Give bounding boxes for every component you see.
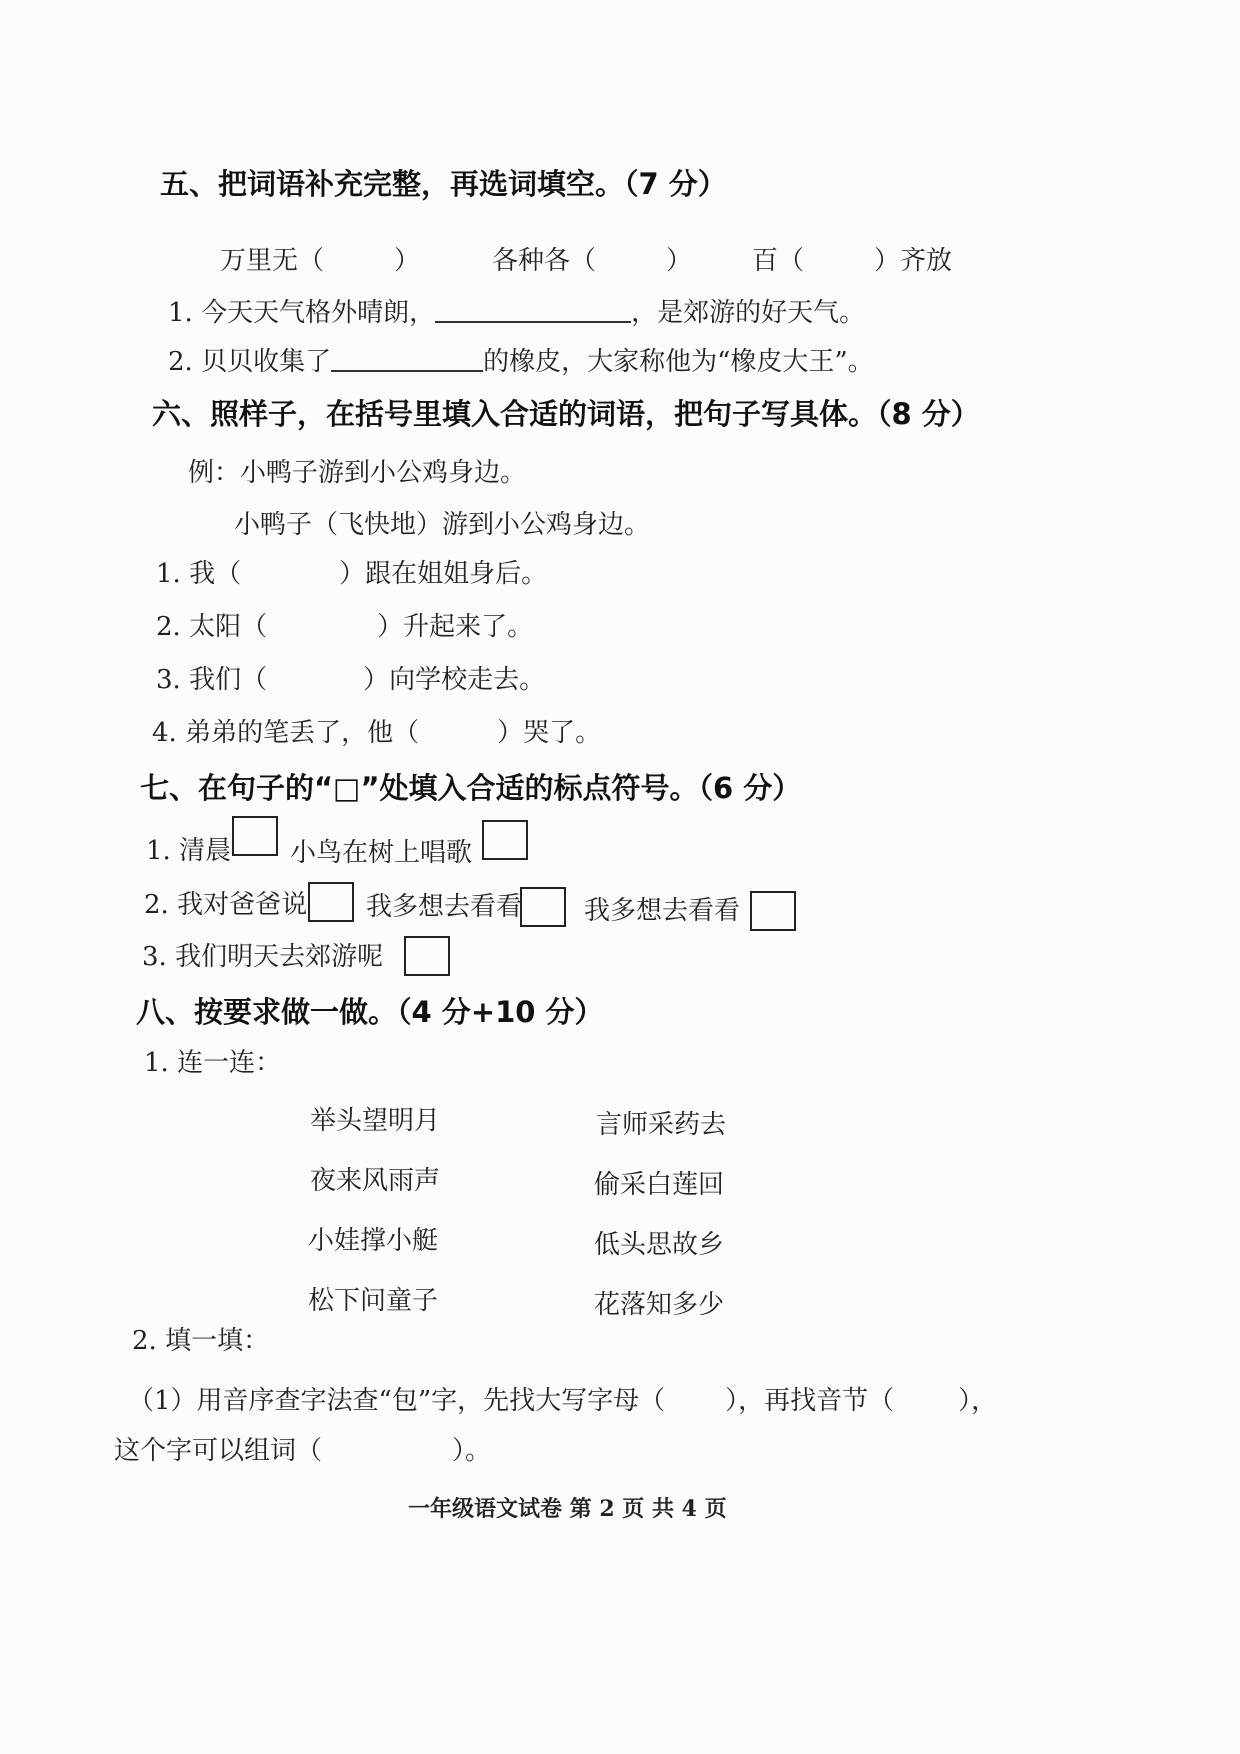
s6-q1-pre: 1. 我（ <box>156 559 242 589</box>
idiom-1-text: 万里无（ <box>220 246 325 276</box>
match-left-2[interactable]: 夜来风雨声 <box>310 1166 441 1196</box>
s6-q3-post: ）向学校走去。 <box>363 665 546 695</box>
s7-q2-text-a: 2. 我对爸爸说 <box>144 890 308 920</box>
s5-question-1 <box>168 292 865 329</box>
s7-q3-box-1[interactable] <box>404 936 450 976</box>
match-right-4[interactable]: 花落知多少 <box>594 1290 725 1320</box>
fill-2-text-b: ）。 <box>452 1436 492 1466</box>
idiom-3 <box>752 240 952 277</box>
idiom-2-close: ） <box>666 246 693 276</box>
s7-q2-text-c: 我多想去看看 <box>584 896 741 926</box>
s6-q4-pre: 4. 弟弟的笔丢了，他（ <box>152 718 420 748</box>
idiom-1 <box>220 240 420 277</box>
s7-q1-box-2[interactable] <box>482 820 528 860</box>
section-5-heading: 五、把词语补充完整，再选词填空。（7 分） <box>160 167 727 201</box>
fill-1-text-b: ），再找音节（ <box>725 1386 895 1416</box>
match-left-1[interactable]: 举头望明月 <box>310 1106 441 1136</box>
idiom-2-text: 各种各（ <box>492 246 597 276</box>
fill-2-text-a: 这个字可以组词（ <box>114 1436 323 1466</box>
s6-question-2 <box>156 606 533 643</box>
s6-example-1: 例：小鸭子游到小公鸡身边。 <box>188 458 527 488</box>
s8-fill-line-1 <box>128 1380 997 1417</box>
s5-question-2 <box>168 341 874 378</box>
s6-example-2: 小鸭子（飞快地）游到小公鸡身边。 <box>234 510 651 540</box>
s6-question-4 <box>152 712 601 749</box>
s8-sub-1: 1. 连一连： <box>144 1048 282 1078</box>
s7-q2-text-b: 我多想去看看 <box>366 892 523 922</box>
s5-q2-post: 的橡皮，大家称他为“橡皮大王”。 <box>483 347 874 377</box>
match-right-3[interactable]: 低头思故乡 <box>594 1230 725 1260</box>
match-left-3[interactable]: 小娃撑小艇 <box>308 1226 439 1256</box>
s7-q1-text-a: 1. 清晨 <box>146 836 232 866</box>
idiom-3-close: ）齐放 <box>874 246 953 276</box>
match-right-1[interactable]: 言师采药去 <box>596 1110 727 1140</box>
idiom-3-text: 百（ <box>752 246 805 276</box>
s7-q2-box-3[interactable] <box>750 891 796 931</box>
s6-q2-post: ）升起来了。 <box>377 612 534 642</box>
s6-q3-pre: 3. 我们（ <box>156 665 268 695</box>
section-7-heading: 七、在句子的“□”处填入合适的标点符号。（6 分） <box>140 771 802 805</box>
match-right-2[interactable]: 偷采白莲回 <box>594 1170 725 1200</box>
s6-question-3 <box>156 659 545 696</box>
s6-q4-post: ）哭了。 <box>497 718 602 748</box>
s8-sub-2: 2. 填一填： <box>132 1326 270 1356</box>
fill-1-text-a: （1）用音序查字法查“包”字，先找大写字母（ <box>128 1386 666 1416</box>
s7-q2-box-1[interactable] <box>308 882 354 922</box>
section-6-heading: 六、照样子，在括号里填入合适的词语，把句子写具体。（8 分） <box>152 397 980 431</box>
s7-q2-box-2[interactable] <box>520 887 566 927</box>
idiom-2 <box>492 240 692 277</box>
s6-q2-pre: 2. 太阳（ <box>156 612 268 642</box>
s5-q1-post: ，是郊游的好天气。 <box>631 298 866 328</box>
idiom-1-close: ） <box>394 246 421 276</box>
fill-1-text-c: ）， <box>958 1386 998 1416</box>
s7-q1-text-b: 小鸟在树上唱歌 <box>290 838 473 868</box>
s8-fill-line-2 <box>114 1430 491 1467</box>
s6-question-1 <box>156 553 547 590</box>
s5-q1-blank[interactable] <box>435 297 631 323</box>
section-8-heading: 八、按要求做一做。（4 分+10 分） <box>136 995 604 1029</box>
s6-q1-post: ）跟在姐姐身后。 <box>339 559 548 589</box>
s5-q2-pre: 2. 贝贝收集了 <box>168 347 332 377</box>
s5-q2-blank[interactable] <box>331 346 483 372</box>
s7-q1-box-1[interactable] <box>232 816 278 856</box>
page-footer: 一年级语文试卷 第 2 页 共 4 页 <box>408 1496 727 1522</box>
match-left-4[interactable]: 松下问童子 <box>308 1286 439 1316</box>
s7-q3-text-a: 3. 我们明天去郊游呢 <box>142 942 384 972</box>
s5-q1-pre: 1. 今天天气格外晴朗， <box>168 298 436 328</box>
